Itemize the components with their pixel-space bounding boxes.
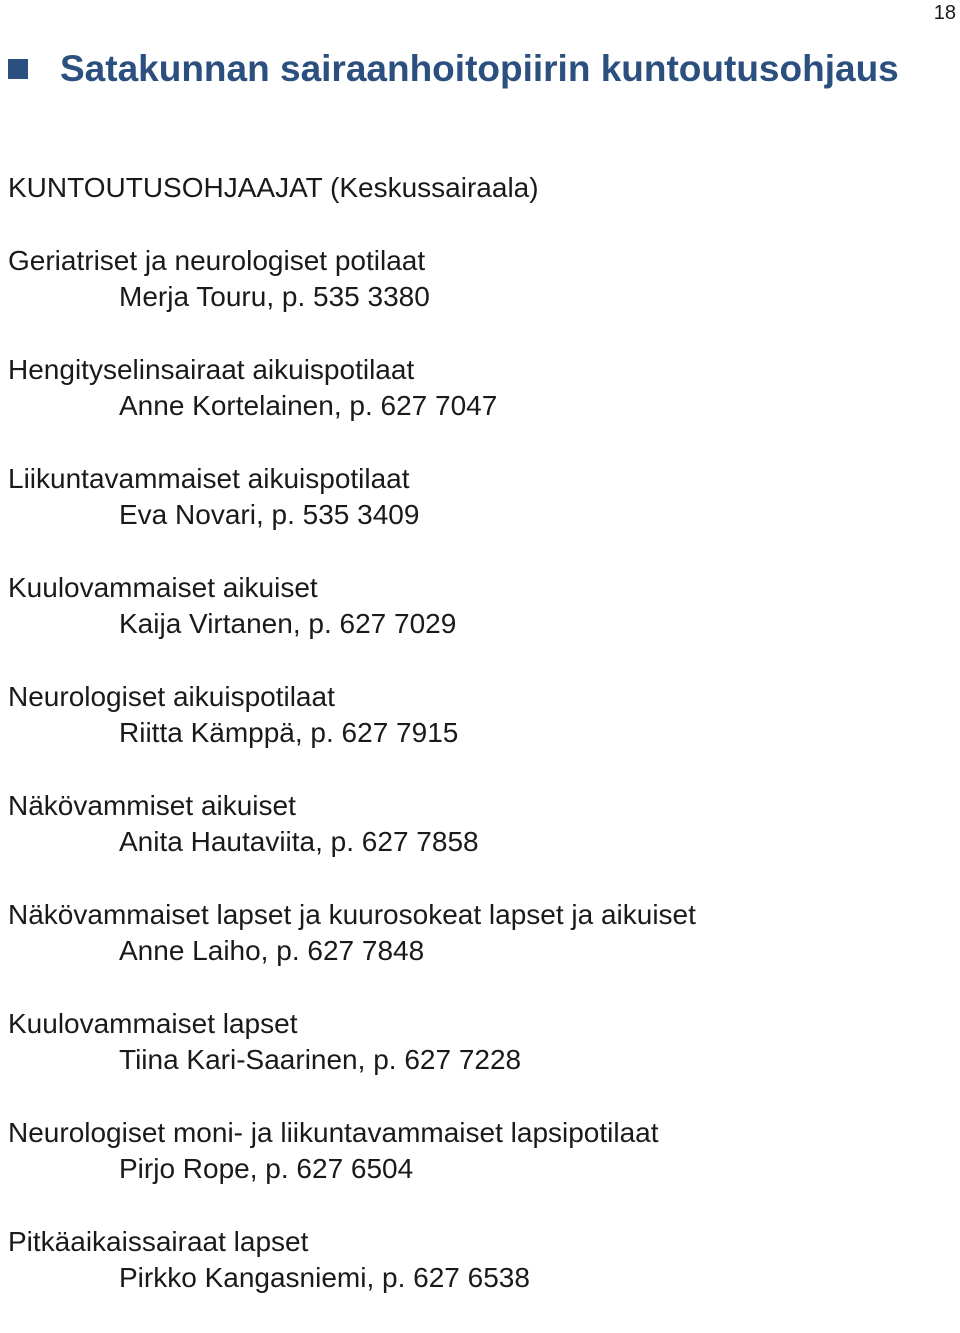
- contact-entry: [8, 243, 948, 352]
- contact-person: Anne Laiho, p. 627 7848: [119, 935, 425, 966]
- contact-person: Anne Kortelainen, p. 627 7047: [119, 390, 498, 421]
- patient-group: Geriatriset ja neurologiset potilaat: [8, 245, 426, 276]
- contact-person: Pirkko Kangasniemi, p. 627 6538: [119, 1262, 530, 1293]
- contact-entry: [8, 461, 948, 570]
- patient-group: Neurologiset aikuispotilaat: [8, 681, 335, 712]
- contact-entry: [8, 679, 948, 788]
- contact-list: [8, 243, 948, 1333]
- subheading: KUNTOUTUSOHJAAJAT (Keskussairaala): [8, 172, 539, 203]
- patient-group: Kuulovammaiset lapset: [8, 1008, 298, 1039]
- patient-group: Kuulovammaiset aikuiset: [8, 572, 318, 603]
- contact-entry: [8, 1006, 948, 1115]
- patient-group: Näkövammiset aikuiset: [8, 790, 296, 821]
- contact-person: Pirjo Rope, p. 627 6504: [119, 1153, 414, 1184]
- square-bullet-icon: [8, 59, 28, 79]
- patient-group: Hengityselinsairaat aikuispotilaat: [8, 354, 415, 385]
- contact-person: Tiina Kari-Saarinen, p. 627 7228: [119, 1044, 522, 1075]
- section-heading: [8, 50, 899, 87]
- contact-entry: [8, 897, 948, 1006]
- contact-entry: [8, 788, 948, 897]
- contact-person: Eva Novari, p. 535 3409: [119, 499, 420, 530]
- contact-person: Riitta Kämppä, p. 627 7915: [119, 717, 459, 748]
- contact-entry: [8, 1224, 948, 1333]
- patient-group: Näkövammaiset lapset ja kuurosokeat lapset ja aikuiset: [8, 899, 696, 930]
- contact-entry: [8, 352, 948, 461]
- contact-person: Kaija Virtanen, p. 627 7029: [119, 608, 457, 639]
- patient-group: Pitkäaikaissairaat lapset: [8, 1226, 309, 1257]
- section-heading-text: Satakunnan sairaanhoitopiirin kuntoutusohjaus: [60, 48, 899, 89]
- patient-group: Liikuntavammaiset aikuispotilaat: [8, 463, 410, 494]
- contact-entry: [8, 1115, 948, 1224]
- contact-person: Merja Touru, p. 535 3380: [119, 281, 430, 312]
- page-number: 18: [933, 2, 956, 24]
- contact-person: Anita Hautaviita, p. 627 7858: [119, 826, 479, 857]
- patient-group: Neurologiset moni- ja liikuntavammaiset lapsipotilaat: [8, 1117, 659, 1148]
- contact-entry: [8, 570, 948, 679]
